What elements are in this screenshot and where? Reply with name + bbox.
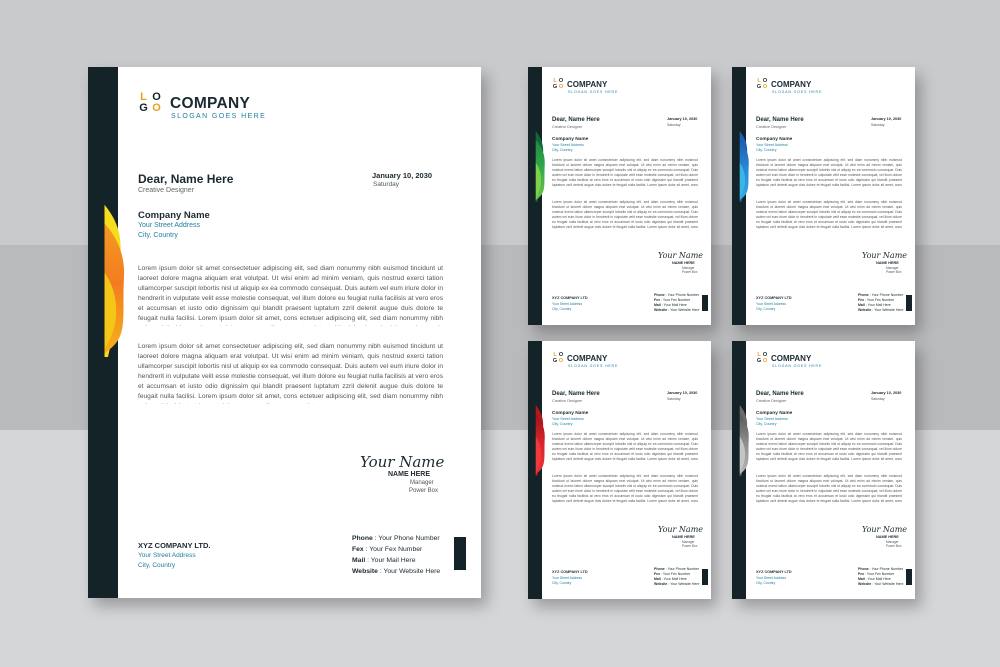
contact-value: Your Website Here [383,568,441,575]
bar-inner-edge [88,67,105,598]
body-paragraph: Lorem ipsum dolor sit amet consectetuer adipiscing elit, sed diam nonummy nibh euismod tincidunt ut laoreet dolore magna aliquam erat volutpat. Ut wisi enim ad minim veniam, quis nostrud exerci tation ullamcorper suscipit lobortis nisl ut aliquip ex ea commodo consequat. Duis autem vel eum iriure dolor in hendrerit in vulputate velit esse molestie consequat, vel illum dolore eu feugiat nulla facilisis at vero eros et accumsan et iusto odio dignissim qui blandit praesent luptatum zzril delenit augue duis dolore te feugait nulla facilisi. Lorem ipsum dolor sit amet, cons [552,158,698,187]
contact-value: Your Fex Number [662,572,691,576]
footer-contact-website: Website : Your Website Here [352,568,441,575]
signature-name: NAME HERE [672,535,695,539]
contact-value: Your Phone Number [378,535,440,542]
sender-company: Company Name [552,137,589,142]
signature-title: Manager [410,480,434,486]
logo-mark [552,353,564,364]
recipient-greeting: Dear, Name Here [756,391,804,397]
contact-label: Fex [858,572,865,576]
signature-title: Manager [886,540,899,544]
footer-city: City, Country [552,581,572,585]
recipient-greeting: Dear, Name Here [552,117,600,123]
brand-name: COMPANY [567,354,608,363]
contact-label: Phone [352,535,373,542]
logo-letter: G [552,357,558,364]
footer-contact-phone: Phone : Your Phone Number [654,567,700,571]
footer-contact-mail: Mail : Your Mail Here [858,577,891,581]
sender-city: City, Country [138,232,178,239]
contact-label: Mail [654,303,661,307]
contact-label: Website [858,582,872,586]
footer-contact-phone: Phone : Your Phone Number [352,535,440,542]
footer-contact-website: Website : Your Website Here [858,582,904,586]
bar-inner-edge [732,341,740,599]
logo-mark [756,79,768,90]
brand-slogan: SLOGAN GOES HERE [772,90,823,94]
contact-value: Your Phone Number [667,293,700,297]
signature-company: Power Box [682,270,698,274]
logo-letter: O [762,352,768,358]
contact-value: Your Website Here [670,582,700,586]
color-wave-decoration [732,67,915,325]
contact-label: Mail [858,577,865,581]
body-paragraph: Lorem ipsum dolor sit amet consectetuer adipiscing elit, sed diam nonummy nibh euismod tincidunt ut laoreet dolore magna aliquam erat volutpat. Ut wisi enim ad minim veniam, quis nostrud exerci tation ullamcorper suscipit lobortis nisl ut aliquip ex ea commodo consequat. Duis autem vel eum iriure dolor in hendrerit in vulputate velit esse molestie consequat, vel illum dolore eu feugiat nulla facilisis at vero eros et accumsan et iusto odio dignissim qui blandit praesent luptatum zzril delenit augue duis dolore te feugait nulla facilisi. Lorem ipsum dolor sit amet, cons [756,474,902,503]
bar-inner-edge [528,67,536,325]
recipient-greeting: Dear, Name Here [552,391,600,397]
footer-city: City, Country [756,307,776,311]
recipient-role: Creative Designer [552,399,583,403]
logo-letter: G [756,83,762,90]
footer-contact-fax: Fex : Your Fex Number [352,546,423,553]
sender-street: Your Street Address [552,417,584,421]
bar-inner-edge [528,341,536,599]
logo-letter: O [558,78,564,84]
contact-value: Your Mail Here [370,557,416,564]
contact-label: Phone [858,293,869,297]
signature-script: Your Name [862,251,908,260]
contact-label: Phone [858,567,869,571]
contact-label: Website [352,568,378,575]
logo-letter: G [552,83,558,90]
logo-letter: L [553,78,557,84]
signature-company: Power Box [682,544,698,548]
footer-company: XYZ COMPANY LTD [756,296,792,300]
letter-day: Saturday [667,123,681,127]
letterhead-main-orange [88,67,481,598]
brand-slogan: SLOGAN GOES HERE [772,364,823,368]
footer-company: XYZ COMPANY LTD [552,296,588,300]
contact-value: Your Fex Number [866,572,895,576]
footer-street: Your Street Address [756,302,787,306]
contact-label: Mail [858,303,865,307]
logo-letter: L [757,78,761,84]
contact-value: Your Website Here [874,308,904,312]
sender-city: City, Country [552,148,573,152]
letterhead-variant-grey [732,341,915,599]
body-paragraph: Lorem ipsum dolor sit amet consectetuer adipiscing elit, sed diam nonummy nibh euismod tincidunt ut laoreet dolore magna aliquam erat volutpat. Ut wisi enim ad minim veniam, quis nostrud exerci tation ullamcorper suscipit lobortis nisl ut aliquip ex ea commodo consequat. Duis autem vel eum iriure dolor in hendrerit in vulputate velit esse molestie consequat, vel illum dolore eu feugiat nulla facilisis at vero eros et accumsan et iusto odio dignissim qui blandit praesent luptatum zzril delenit augue duis dolore te feugait nulla facilisi. Lorem ipsum dolor sit amet, cons [552,200,698,229]
footer-company: XYZ COMPANY LTD. [138,541,211,550]
footer-contact-phone: Phone : Your Phone Number [858,567,904,571]
signature-title: Manager [886,266,899,270]
body-paragraph: Lorem ipsum dolor sit amet consectetuer adipiscing elit, sed diam nonummy nibh euismod tincidunt ut laoreet dolore magna aliquam erat volutpat. Ut wisi enim ad minim veniam, quis nostrud exerci tation ullamcorper suscipit lobortis nisl ut aliquip ex ea commodo consequat. Duis autem vel eum iriure dolor in hendrerit in vulputate velit esse molestie consequat, vel illum dolore eu feugiat nulla facilisis at vero eros et accumsan et iusto odio dignissim qui blandit praesent luptatum zzril delenit augue duis dolore te feugait nulla facilisi. Lorem ipsum dolor sit amet, cons [552,432,698,461]
signature-script: Your Name [658,251,704,260]
sender-company: Company Name [138,210,210,221]
signature-script: Your Name [360,453,445,471]
footer-contact-phone: Phone : Your Phone Number [654,293,700,297]
signature-script: Your Name [862,525,908,534]
logo-mark [137,92,163,114]
contact-value: Your Fex Number [369,546,423,553]
letter-date: January 10, 2030 [871,117,902,121]
footer-street: Your Street Address [756,576,787,580]
contact-label: Fex [654,572,661,576]
color-wave-decoration [88,67,481,598]
signature-name: NAME HERE [876,535,899,539]
footer-city: City, Country [756,581,776,585]
contact-label: Phone [654,293,665,297]
brand-slogan: SLOGAN GOES HERE [171,113,267,120]
brand-name: COMPANY [771,354,812,363]
contact-label: Website [654,308,668,312]
corner-accent-bar [702,569,708,585]
recipient-role: Creative Designer [756,399,787,403]
signature-company: Power Box [886,270,902,274]
signature-name: NAME HERE [388,471,431,478]
sender-city: City, Country [756,422,777,426]
sender-company: Company Name [756,137,793,142]
recipient-greeting: Dear, Name Here [138,172,234,186]
contact-value: Your Mail Here [663,303,687,307]
contact-value: Your Phone Number [871,293,904,297]
contact-label: Phone [654,567,665,571]
footer-contact-website: Website : Your Website Here [858,308,904,312]
logo-mark [756,353,768,364]
sender-company: Company Name [756,411,793,416]
brand-slogan: SLOGAN GOES HERE [568,90,619,94]
footer-street: Your Street Address [552,302,583,306]
body-paragraph: Lorem ipsum dolor sit amet consectetuer adipiscing elit, sed diam nonummy nibh euismod tincidunt ut laoreet dolore magna aliquam erat volutpat. Ut wisi enim ad minim veniam, quis nostrud exerci tation ullamcorper suscipit lobortis nisl ut aliquip ex ea commodo consequat. Duis autem vel eum iriure dolor in hendrerit in vulputate velit esse molestie consequat, vel illum dolore eu feugiat nulla facilisis at vero eros et accumsan et iusto odio dignissim qui blandit praesent luptatum zzril delenit augue duis dolore te feugait nulla facilisi. Lorem ipsum dolor sit amet, cons [756,432,902,461]
body-paragraph: Lorem ipsum dolor sit amet consectetuer adipiscing elit, sed diam nonummy nibh euismod tincidunt ut laoreet dolore magna aliquam erat volutpat. Ut wisi enim ad minim veniam, quis nostrud exerci tation ullamcorper suscipit lobortis nisl ut aliquip ex ea commodo consequat. Duis autem vel eum iriure dolor in hendrerit in vulputate velit esse molestie consequat, vel illum dolore eu feugiat nulla facilisis at vero eros et accumsan et iusto odio dignissim qui blandit praesent luptatum zzril delenit augue duis dolore te feugait nulla facilisi. Lorem ipsum dolor sit amet, cons ectetuer adipiscing elit, sed diam nonummy nibh [138,265,443,322]
contact-value: Your Phone Number [667,567,700,571]
footer-street: Your Street Address [138,552,196,559]
sender-company: Company Name [552,411,589,416]
letter-date: January 10, 2030 [871,391,902,395]
sender-street: Your Street Address [552,143,584,147]
signature-title: Manager [682,540,695,544]
letter-date: January 10, 2030 [667,117,698,121]
signature-name: NAME HERE [876,261,899,265]
footer-contact-website: Website : Your Website Here [654,582,700,586]
brand-name: COMPANY [170,95,251,112]
contact-label: Mail [654,577,661,581]
body-paragraph: Lorem ipsum dolor sit amet consectetuer adipiscing elit, sed diam nonummy nibh euismod tincidunt ut laoreet dolore magna aliquam erat volutpat. Ut wisi enim ad minim veniam, quis nostrud exerci tation ullamcorper suscipit lobortis nisl ut aliquip ex ea commodo consequat. Duis autem vel eum iriure dolor in hendrerit in vulputate velit esse molestie consequat, vel illum dolore eu feugiat nulla facilisis at vero eros et accumsan et iusto odio dignissim qui blandit praesent luptatum zzril delenit augue duis dolore te feugait nulla facilisi. Lorem ipsum dolor sit amet, cons ectetuer adipiscing elit, sed diam nonummy nibh [138,343,443,400]
color-wave-decoration [528,67,711,325]
logo-letter: O [558,83,564,90]
logo-letter: O [558,352,564,358]
contact-label: Mail [352,557,366,564]
body-paragraph: Lorem ipsum dolor sit amet consectetuer adipiscing elit, sed diam nonummy nibh euismod tincidunt ut laoreet dolore magna aliquam erat volutpat. Ut wisi enim ad minim veniam, quis nostrud exerci tation ullamcorper suscipit lobortis nisl ut aliquip ex ea commodo consequat. Duis autem vel eum iriure dolor in hendrerit in vulputate velit esse molestie consequat, vel illum dolore eu feugiat nulla facilisis at vero eros et accumsan et iusto odio dignissim qui blandit praesent luptatum zzril delenit augue duis dolore te feugait nulla facilisi. Lorem ipsum dolor sit amet, cons [756,200,902,229]
footer-contact-mail: Mail : Your Mail Here [654,577,687,581]
logo-letter: O [762,357,768,364]
recipient-greeting: Dear, Name Here [756,117,804,123]
contact-value: Your Fex Number [662,298,691,302]
brand-name: COMPANY [771,80,812,89]
recipient-role: Creative Designer [138,187,195,194]
contact-value: Your Mail Here [663,577,687,581]
bar-inner-edge [732,67,740,325]
signature-company: Power Box [409,488,439,494]
footer-city: City, Country [552,307,572,311]
footer-contact-fax: Fex : Your Fex Number [858,572,895,576]
color-wave-decoration [528,341,711,599]
brand-slogan: SLOGAN GOES HERE [568,364,619,368]
body-paragraph: Lorem ipsum dolor sit amet consectetuer adipiscing elit, sed diam nonummy nibh euismod tincidunt ut laoreet dolore magna aliquam erat volutpat. Ut wisi enim ad minim veniam, quis nostrud exerci tation ullamcorper suscipit lobortis nisl ut aliquip ex ea commodo consequat. Duis autem vel eum iriure dolor in hendrerit in vulputate velit esse molestie consequat, vel illum dolore eu feugiat nulla facilisis at vero eros et accumsan et iusto odio dignissim qui blandit praesent luptatum zzril delenit augue duis dolore te feugait nulla facilisi. Lorem ipsum dolor sit amet, cons [552,474,698,503]
contact-value: Your Website Here [670,308,700,312]
corner-accent-bar [906,295,912,311]
signature-name: NAME HERE [672,261,695,265]
logo-letter: O [762,78,768,84]
signature-title: Manager [682,266,695,270]
sender-street: Your Street Address [138,222,201,229]
letter-day: Saturday [871,397,885,401]
sender-street: Your Street Address [756,143,788,147]
letterhead-variant-blue [732,67,915,325]
footer-contact-fax: Fex : Your Fex Number [654,572,691,576]
logo-letter: O [152,91,161,103]
footer-contact-fax: Fex : Your Fex Number [858,298,895,302]
logo-letter: L [553,352,557,358]
footer-company: XYZ COMPANY LTD [552,570,588,574]
logo-letter: O [558,357,564,364]
contact-label: Website [654,582,668,586]
sender-city: City, Country [756,148,777,152]
letter-date: January 10, 2030 [667,391,698,395]
contact-value: Your Mail Here [867,303,891,307]
signature-script: Your Name [658,525,704,534]
logo-letter: O [152,102,161,114]
footer-city: City, Country [138,562,176,569]
contact-value: Your Website Here [874,582,904,586]
footer-contact-mail: Mail : Your Mail Here [858,303,891,307]
footer-company: XYZ COMPANY LTD [756,570,792,574]
footer-contact-mail: Mail : Your Mail Here [352,557,416,564]
corner-accent-bar [906,569,912,585]
logo-letter: G [756,357,762,364]
letterhead-variant-red [528,341,711,599]
footer-contact-fax: Fex : Your Fex Number [654,298,691,302]
letter-day: Saturday [667,397,681,401]
letter-day: Saturday [871,123,885,127]
contact-label: Fex [352,546,364,553]
recipient-role: Creative Designer [756,125,787,129]
contact-value: Your Fex Number [866,298,895,302]
footer-contact-website: Website : Your Website Here [654,308,700,312]
recipient-role: Creative Designer [552,125,583,129]
logo-letter: L [140,91,147,103]
brand-name: COMPANY [567,80,608,89]
contact-label: Fex [858,298,865,302]
body-paragraph: Lorem ipsum dolor sit amet consectetuer adipiscing elit, sed diam nonummy nibh euismod tincidunt ut laoreet dolore magna aliquam erat volutpat. Ut wisi enim ad minim veniam, quis nostrud exerci tation ullamcorper suscipit lobortis nisl ut aliquip ex ea commodo consequat. Duis autem vel eum iriure dolor in hendrerit in vulputate velit esse molestie consequat, vel illum dolore eu feugiat nulla facilisis at vero eros et accumsan et iusto odio dignissim qui blandit praesent luptatum zzril delenit augue duis dolore te feugait nulla facilisi. Lorem ipsum dolor sit amet, cons [756,158,902,187]
logo-letter: L [757,352,761,358]
footer-contact-mail: Mail : Your Mail Here [654,303,687,307]
corner-accent-bar [702,295,708,311]
footer-street: Your Street Address [552,576,583,580]
corner-accent-bar [454,537,466,570]
letterhead-variant-green [528,67,711,325]
contact-value: Your Mail Here [867,577,891,581]
logo-mark [552,79,564,90]
contact-label: Fex [654,298,661,302]
contact-value: Your Phone Number [871,567,904,571]
letter-date: January 10, 2030 [372,171,433,180]
sender-city: City, Country [552,422,573,426]
logo-letter: O [762,83,768,90]
signature-company: Power Box [886,544,902,548]
sender-street: Your Street Address [756,417,788,421]
logo-letter: G [139,102,148,114]
contact-label: Website [858,308,872,312]
color-wave-decoration [732,341,915,599]
letter-day: Saturday [373,181,400,188]
footer-contact-phone: Phone : Your Phone Number [858,293,904,297]
